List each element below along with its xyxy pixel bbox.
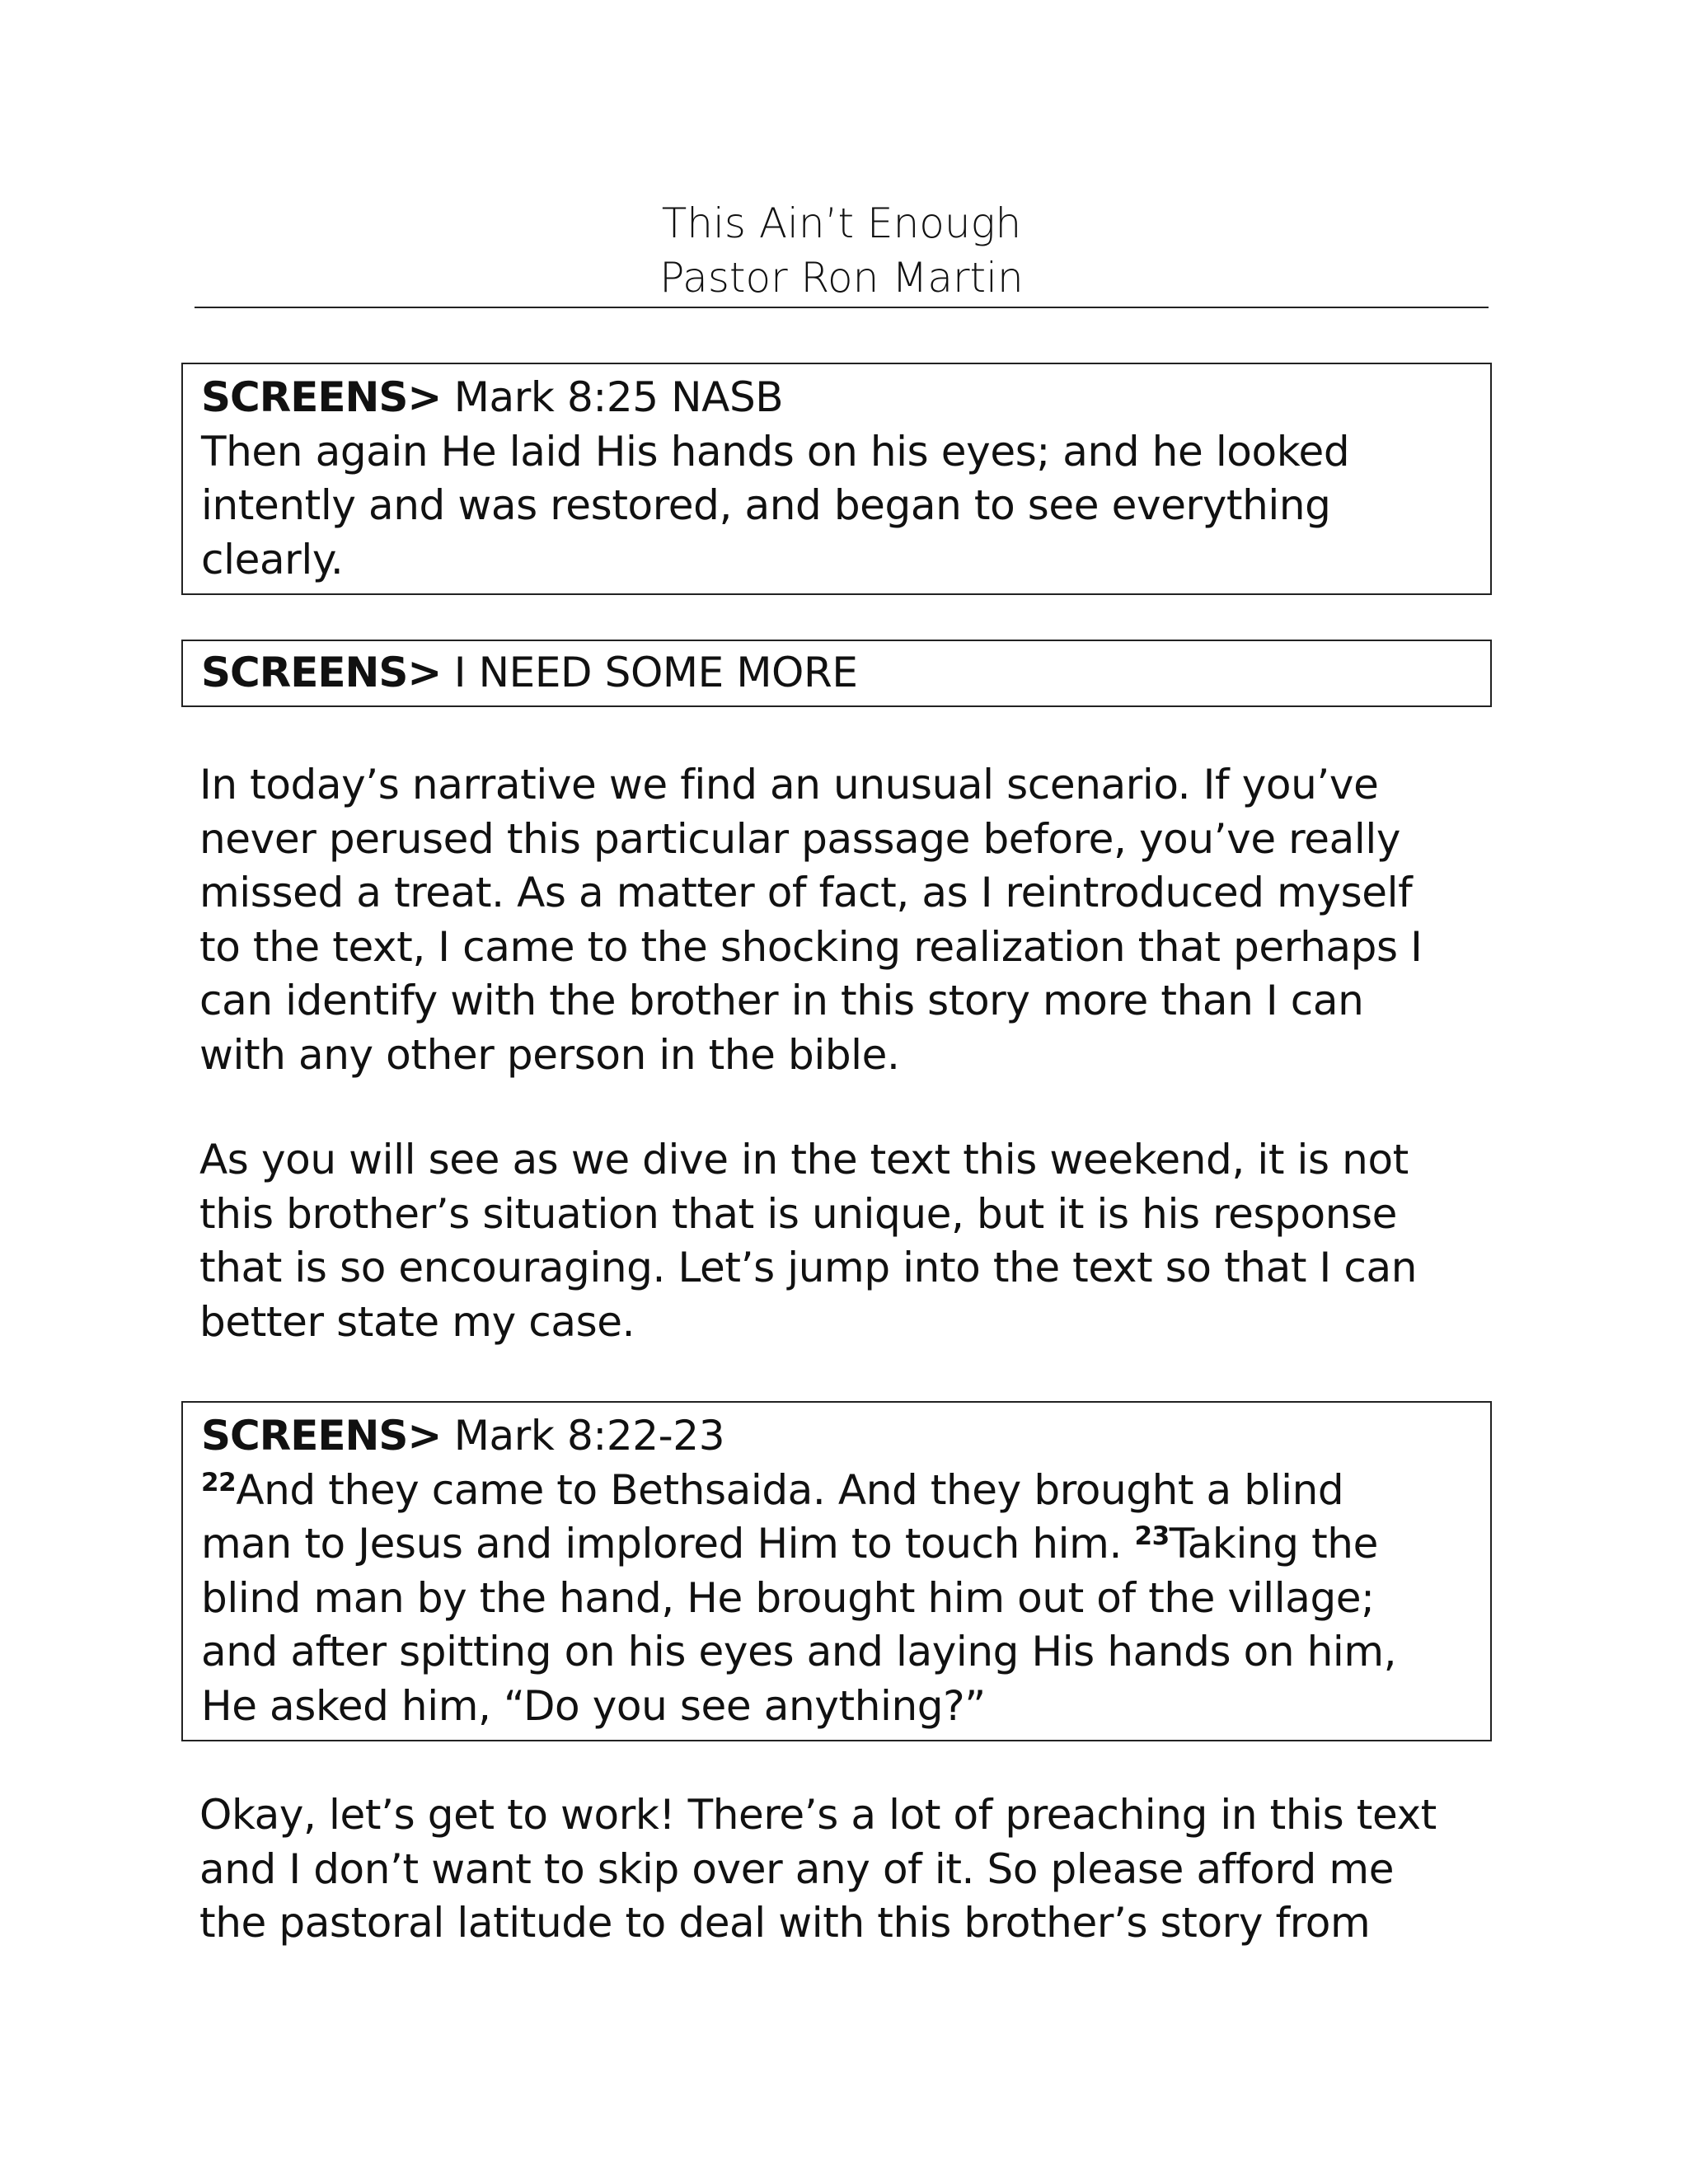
verse-number: 23 bbox=[1134, 1521, 1170, 1551]
screen-caption: I NEED SOME MORE bbox=[453, 649, 858, 696]
paragraph-get-to-work bbox=[199, 1788, 1518, 1951]
screen-box-mark-8-22-23 bbox=[181, 1401, 1492, 1741]
paragraph-line: better state my case. bbox=[199, 1297, 635, 1346]
scripture-line: Then again He laid His hands on his eyes; and he looked bbox=[201, 427, 1350, 476]
paragraph-line: can identify with the brother in this story more than I can bbox=[199, 977, 1364, 1024]
paragraph-line: with any other person in the bible. bbox=[199, 1030, 900, 1079]
screen-heading bbox=[201, 1409, 1472, 1464]
paragraph-response bbox=[199, 1133, 1518, 1349]
paragraph-line: In today’s narrative we find an unusual scenario. If you’ve bbox=[199, 761, 1379, 808]
paragraph-intro bbox=[199, 758, 1518, 1082]
paragraph-line: never perused this particular passage before, you’ve really bbox=[199, 814, 1401, 863]
scripture-line: clearly. bbox=[201, 535, 344, 583]
page-header bbox=[195, 196, 1489, 305]
document-title: This Ain’t Enough bbox=[661, 199, 1022, 247]
scripture-line: He asked him, “Do you see anything?” bbox=[201, 1681, 986, 1730]
screen-label: SCREENS> bbox=[201, 1412, 442, 1460]
header-divider bbox=[195, 307, 1489, 308]
paragraph-line: missed a treat. As a matter of fact, as I reintroduced myself bbox=[199, 869, 1413, 916]
paragraph-line: this brother’s situation that is unique, but it is his response bbox=[199, 1189, 1397, 1238]
verse-text: Taking the bbox=[1169, 1520, 1378, 1568]
paragraph-line: As you will see as we dive in the text this weekend, it is not bbox=[199, 1136, 1409, 1183]
paragraph-line: the pastoral latitude to deal with this brother’s story from bbox=[199, 1899, 1371, 1947]
paragraph-line: to the text, I came to the shocking realization that perhaps I bbox=[199, 922, 1423, 971]
screen-label: SCREENS> bbox=[201, 373, 442, 421]
paragraph-line: and I don’t want to skip over any of it. So please afford me bbox=[199, 1844, 1395, 1893]
scripture-line: intently and was restored, and began to see everything bbox=[201, 481, 1331, 529]
scripture-line: blind man by the hand, He brought him out of the village; bbox=[201, 1573, 1375, 1622]
screen-heading bbox=[201, 646, 1472, 701]
screen-label: SCREENS> bbox=[201, 649, 442, 696]
screen-heading bbox=[201, 371, 1472, 425]
scripture-reference: Mark 8:25 NASB bbox=[453, 373, 784, 421]
scripture-reference: Mark 8:22-23 bbox=[453, 1412, 725, 1460]
screen-box-need-more bbox=[181, 640, 1492, 707]
scripture-line bbox=[201, 1464, 1472, 1518]
verse-number: 22 bbox=[201, 1467, 237, 1497]
verse-text: And they came to Bethsaida. And they brought a blind bbox=[236, 1465, 1344, 1514]
verse-text: man to Jesus and implored Him to touch him. bbox=[201, 1520, 1135, 1568]
scripture-line: and after spitting on his eyes and laying His hands on him, bbox=[201, 1628, 1397, 1675]
scripture-line bbox=[201, 1517, 1472, 1572]
paragraph-line: Okay, let’s get to work! There’s a lot of preaching in this text bbox=[199, 1791, 1437, 1839]
paragraph-line: that is so encouraging. Let’s jump into the text so that I can bbox=[199, 1244, 1417, 1291]
screen-box-mark-8-25 bbox=[181, 363, 1492, 595]
document-author: Pastor Ron Martin bbox=[659, 254, 1024, 302]
